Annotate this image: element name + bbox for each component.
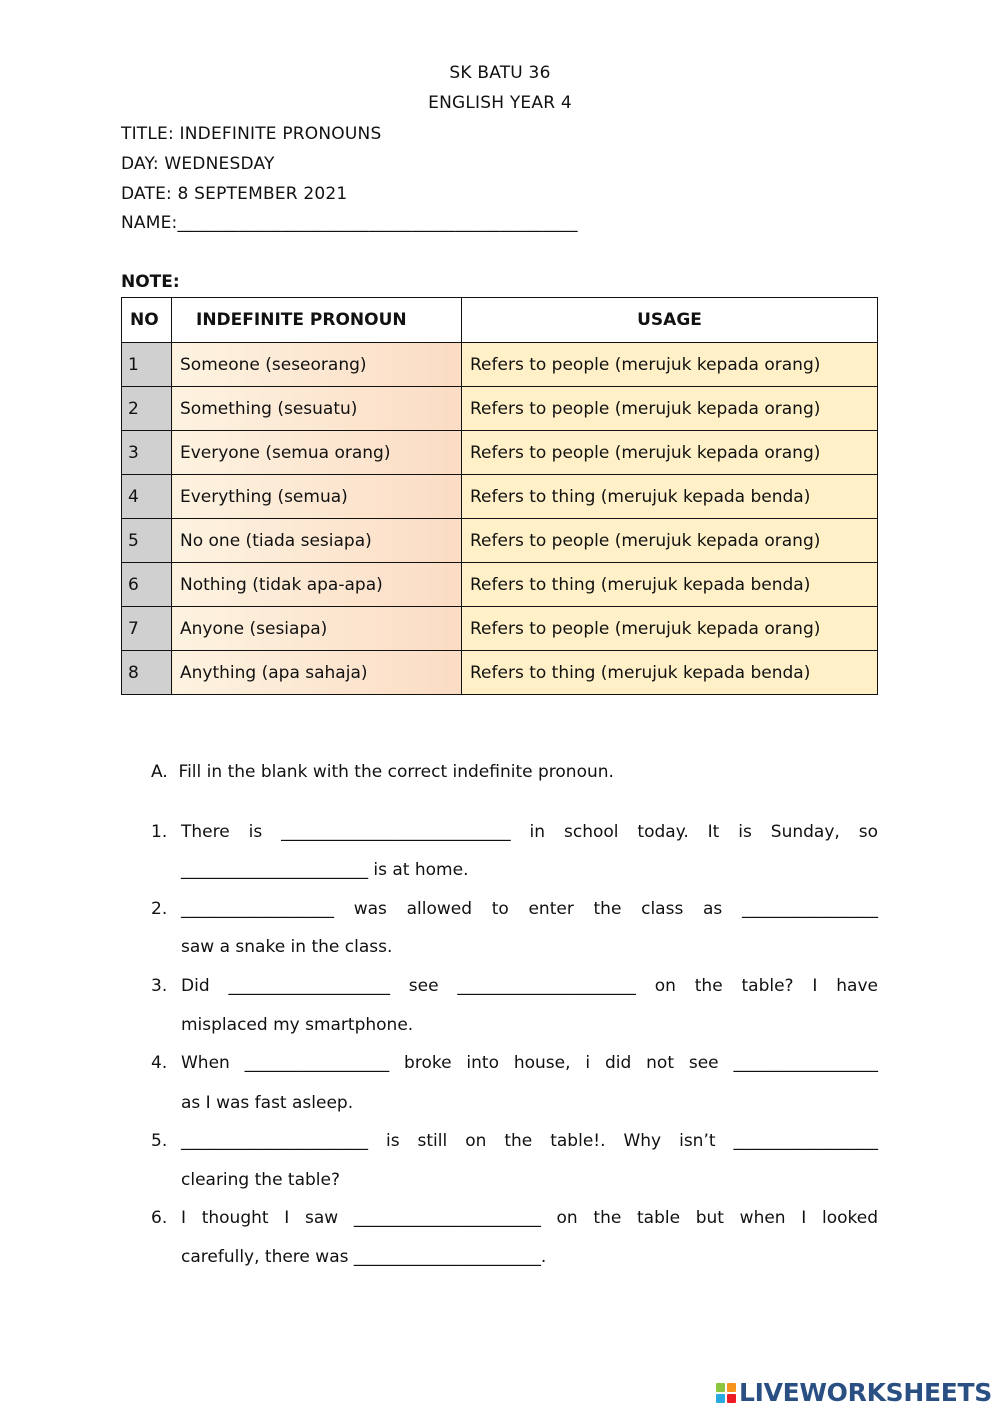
question-line: misplaced my smartphone.	[181, 1015, 414, 1035]
row-number: 8	[122, 651, 172, 695]
row-pronoun: No one (tiada sesiapa)	[172, 519, 462, 563]
column-header-no: NO	[122, 298, 172, 343]
row-usage: Refers to people (merujuk kepada orang)	[462, 431, 878, 475]
row-usage: Refers to people (merujuk kepada orang)	[462, 387, 878, 431]
row-pronoun: Anyone (sesiapa)	[172, 607, 462, 651]
column-header-pronoun: INDEFINITE PRONOUN	[172, 298, 462, 343]
logo-block-red	[727, 1394, 736, 1403]
row-usage: Refers to thing (merujuk kepada benda)	[462, 563, 878, 607]
row-number: 4	[122, 475, 172, 519]
subject-line: ENGLISH YEAR 4	[428, 93, 572, 113]
brand-name: LIVEWORKSHEETS	[738, 1378, 992, 1407]
row-number: 5	[122, 519, 172, 563]
question-line[interactable]: There is ___________________________ in school today. It is Sunday, so	[181, 822, 878, 842]
pronoun-table	[121, 297, 878, 695]
question-number: 2.	[151, 899, 168, 919]
question-line: clearing the table?	[181, 1170, 341, 1190]
row-number: 1	[122, 343, 172, 387]
row-usage: Refers to people (merujuk kepada orang)	[462, 343, 878, 387]
question-line[interactable]: ______________________ is at home.	[181, 860, 469, 880]
question-number: 6.	[151, 1208, 168, 1228]
question-line[interactable]: carefully, there was ______________________.	[181, 1247, 547, 1267]
row-number: 6	[122, 563, 172, 607]
liveworksheets-logo	[716, 1378, 992, 1407]
row-pronoun: Something (sesuatu)	[172, 387, 462, 431]
row-number: 2	[122, 387, 172, 431]
logo-blocks-icon	[716, 1383, 736, 1403]
school-name: SK BATU 36	[449, 63, 551, 83]
question-line: saw a snake in the class.	[181, 937, 393, 957]
row-pronoun: Nothing (tidak apa-apa)	[172, 563, 462, 607]
row-pronoun: Everyone (semua orang)	[172, 431, 462, 475]
table-row	[122, 563, 878, 607]
table-row	[122, 519, 878, 563]
row-usage: Refers to people (merujuk kepada orang)	[462, 607, 878, 651]
question-number: 3.	[151, 976, 168, 996]
question-line: as I was fast asleep.	[181, 1093, 354, 1113]
row-pronoun: Someone (seseorang)	[172, 343, 462, 387]
table-row	[122, 343, 878, 387]
date-line: DATE: 8 SEPTEMBER 2021	[121, 184, 348, 204]
row-usage: Refers to thing (merujuk kepada benda)	[462, 475, 878, 519]
day-line: DAY: WEDNESDAY	[121, 154, 275, 174]
table-header-row	[122, 298, 878, 343]
question-line[interactable]: __________________ was allowed to enter the class as ________________	[181, 899, 878, 919]
row-number: 3	[122, 431, 172, 475]
row-pronoun: Everything (semua)	[172, 475, 462, 519]
table-row	[122, 651, 878, 695]
question-line[interactable]: ______________________ is still on the table!. Why isn’t _________________	[181, 1131, 878, 1151]
table-row	[122, 431, 878, 475]
title-line: TITLE: INDEFINITE PRONOUNS	[121, 124, 382, 144]
row-pronoun: Anything (apa sahaja)	[172, 651, 462, 695]
table-row	[122, 475, 878, 519]
row-number: 7	[122, 607, 172, 651]
question-number: 5.	[151, 1131, 168, 1151]
exercise-instruction: Fill in the blank with the correct indefinite pronoun.	[178, 762, 614, 782]
question-line[interactable]: I thought I saw ______________________ on the table but when I looked	[181, 1208, 878, 1228]
question-line[interactable]: Did ___________________ see _____________________ on the table? I have	[181, 976, 878, 996]
question-line[interactable]: When _________________ broke into house, i did not see _________________	[181, 1053, 878, 1073]
question-number: 4.	[151, 1053, 168, 1073]
exercise-heading	[151, 762, 614, 782]
row-usage: Refers to thing (merujuk kepada benda)	[462, 651, 878, 695]
column-header-usage: USAGE	[462, 298, 878, 343]
row-usage: Refers to people (merujuk kepada orang)	[462, 519, 878, 563]
name-field[interactable]: NAME:______________________________________________	[121, 213, 578, 233]
logo-block-orange	[727, 1383, 736, 1392]
logo-block-green	[716, 1383, 725, 1392]
note-label: NOTE:	[121, 272, 180, 292]
exercise-label: A.	[151, 762, 168, 782]
logo-block-blue	[716, 1394, 725, 1403]
table-row	[122, 607, 878, 651]
table-row	[122, 387, 878, 431]
question-number: 1.	[151, 822, 168, 842]
